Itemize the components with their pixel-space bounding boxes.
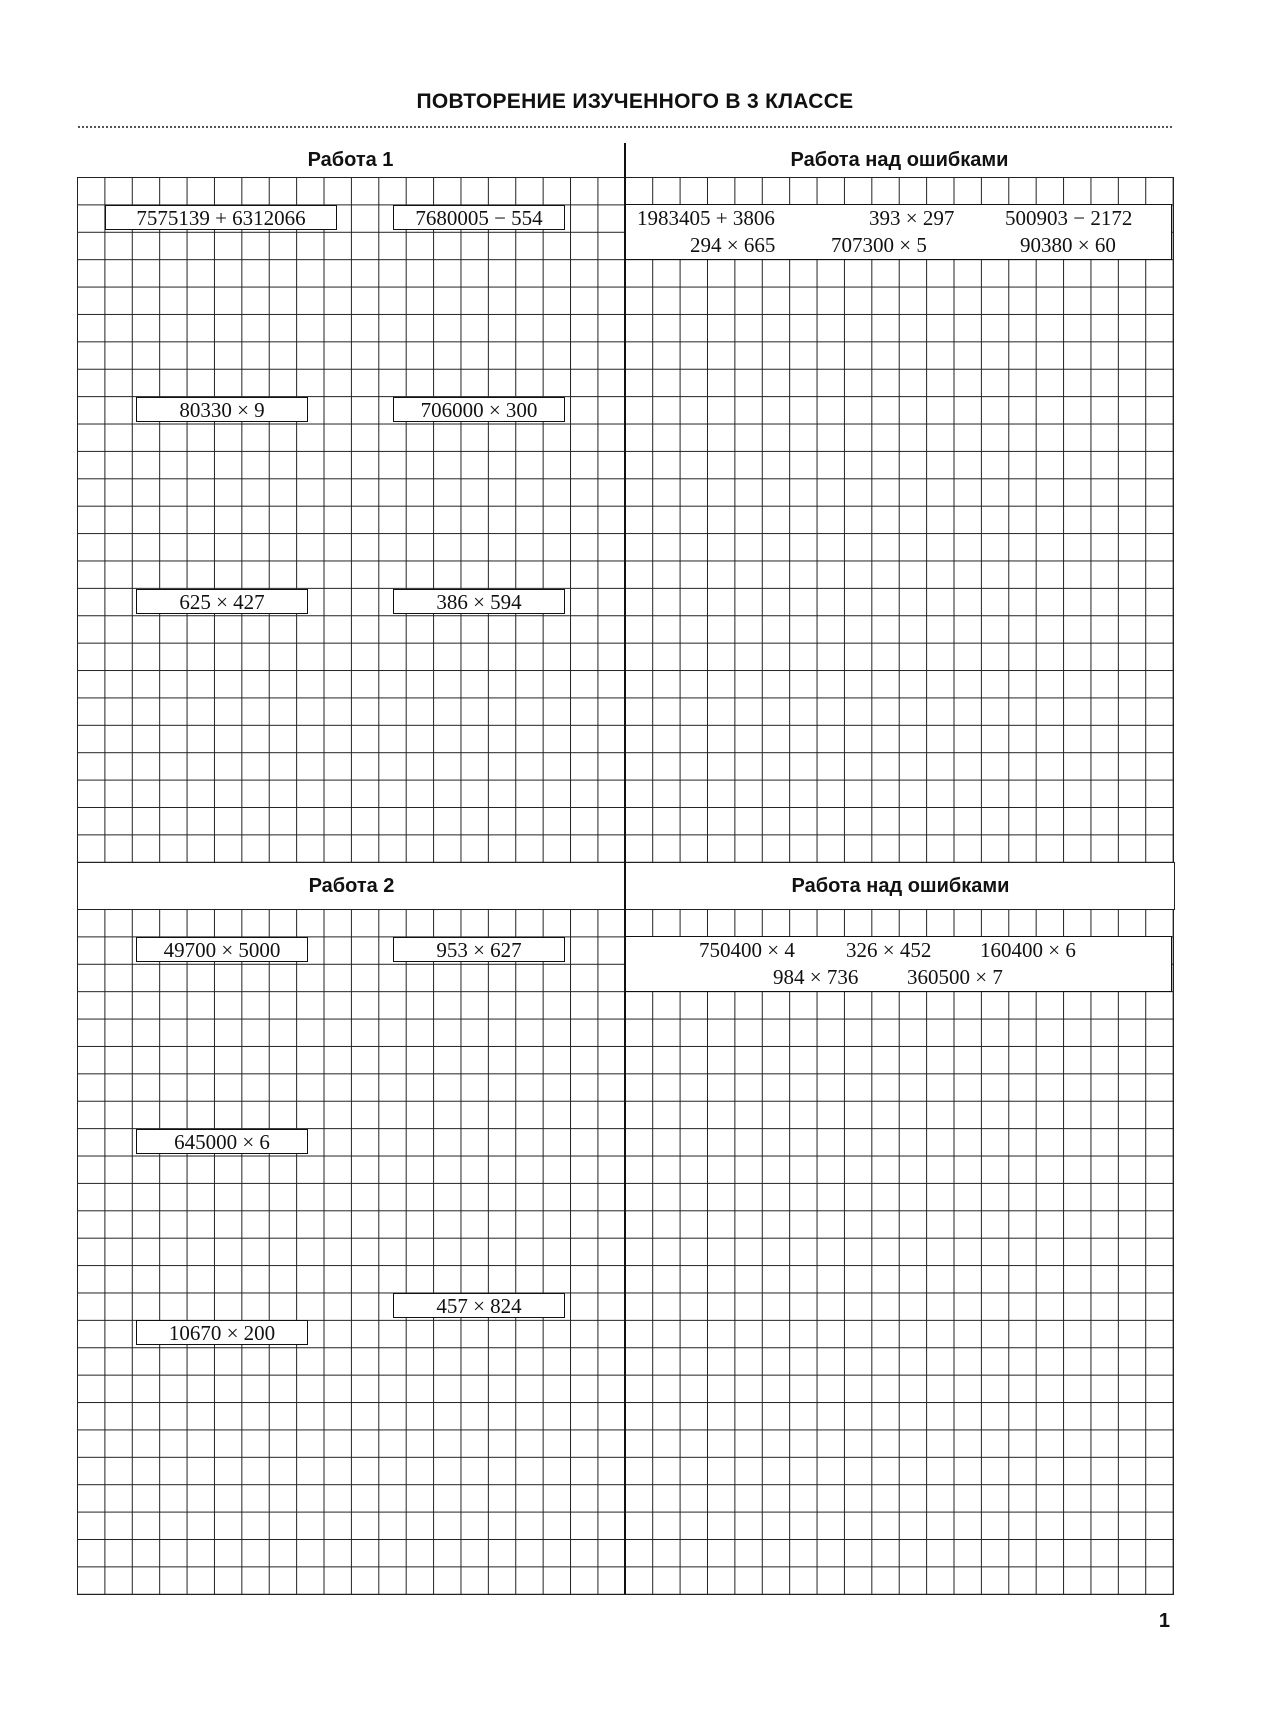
section2-right-heading: Работа над ошибками bbox=[791, 875, 1010, 897]
section1-corrections-box bbox=[625, 204, 1172, 260]
corrections-row bbox=[625, 964, 1171, 991]
task-box: 645000 × 6 bbox=[136, 1129, 308, 1154]
title-dotted-separator bbox=[78, 120, 1172, 128]
correction-item: 393 × 297 bbox=[869, 206, 955, 230]
correction-item: 360500 × 7 bbox=[907, 965, 1003, 989]
column-divider bbox=[624, 143, 626, 862]
correction-item: 1983405 + 3806 bbox=[637, 206, 775, 230]
task-box: 386 × 594 bbox=[393, 589, 565, 614]
correction-item: 160400 × 6 bbox=[980, 938, 1076, 962]
corrections-row bbox=[625, 937, 1171, 964]
correction-item: 707300 × 5 bbox=[831, 233, 927, 257]
task-box: 10670 × 200 bbox=[136, 1320, 308, 1345]
correction-item: 326 × 452 bbox=[846, 938, 932, 962]
page-title: ПОВТОРЕНИЕ ИЗУЧЕННОГО В 3 КЛАССЕ bbox=[416, 90, 854, 113]
corrections-row bbox=[625, 232, 1171, 259]
section1-left-heading: Работа 1 bbox=[307, 149, 394, 171]
correction-item: 294 × 665 bbox=[690, 233, 776, 257]
section2-header bbox=[77, 862, 1175, 910]
task-box: 80330 × 9 bbox=[136, 397, 308, 422]
section2-corrections-box bbox=[625, 936, 1172, 992]
corrections-row bbox=[625, 205, 1171, 232]
task-box: 953 × 627 bbox=[393, 937, 565, 962]
correction-item: 90380 × 60 bbox=[1020, 233, 1116, 257]
page-number: 1 bbox=[1158, 1610, 1170, 1632]
task-box: 706000 × 300 bbox=[393, 397, 565, 422]
correction-item: 500903 − 2172 bbox=[1005, 206, 1133, 230]
column-divider bbox=[624, 862, 626, 1594]
task-box: 457 × 824 bbox=[393, 1293, 565, 1318]
correction-item: 750400 × 4 bbox=[699, 938, 795, 962]
task-box: 49700 × 5000 bbox=[136, 937, 308, 962]
task-box: 7680005 − 554 bbox=[393, 205, 565, 230]
task-box: 7575139 + 6312066 bbox=[105, 205, 337, 230]
correction-item: 984 × 736 bbox=[773, 965, 859, 989]
section2-left-heading: Работа 2 bbox=[308, 875, 395, 897]
task-box: 625 × 427 bbox=[136, 589, 308, 614]
section1-right-heading: Работа над ошибками bbox=[790, 149, 1009, 171]
